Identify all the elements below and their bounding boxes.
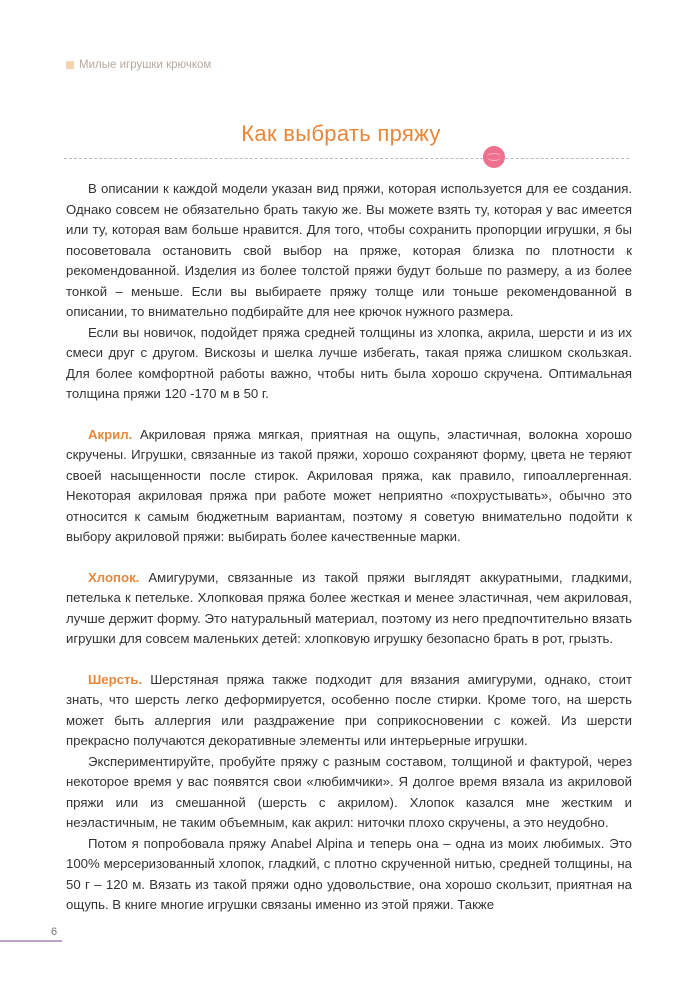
paragraph-wool <box>66 670 632 752</box>
term-acrylic: Акрил. <box>88 426 133 442</box>
paragraph-text: Акриловая пряжа мягкая, приятная на ощупь, эластичная, волокна хорошо скручены. Игрушки, связанные из такой пряжи, хорошо сохраняют форму, цвета не теряют своей насыщенности после стирок. Акриловая пряжа, как правило, гипоаллергенная. Некоторая акриловая пряжа при работе может неприятно «похрустывать», обычно это относится к самым бюджетным вариантам, поэтому я советую внимательно подойти к выбору акриловой пряжи: выбирать более качественные марки. <box>66 426 632 544</box>
yarn-ball-icon <box>483 146 505 168</box>
header-title: Милые игрушки крючком <box>79 59 212 71</box>
paragraph-experiment <box>66 752 632 834</box>
paragraph-text: В описании к каждой модели указан вид пряжи, которая используется для ее создания. Однако совсем не обязательно брать такую же. Вы можете взять ту, которая у вас имеется или ту, которая вам больше нравится. Для того, чтобы сохранить пропорции игрушки, я бы посоветовала остановить свой выбор на пряже, которая близка по плотности к рекомендованной. Изделия из более толстой пряжи будут больше по размеру, а из более тонкой – меньше. Если вы выбираете пряжу толще или тоньше рекомендованной в описании, то внимательно подбирайте для нее крючок нужного размера. <box>66 181 632 319</box>
paragraph-acrylic <box>66 425 632 548</box>
paragraph-text: Если вы новичок, подойдет пряжа средней толщины из хлопка, акрила, шерсти и из их смеси друг с другом. Вискозы и шелка лучше избегать, такая пряжа слишком скользкая. Для более комфортной работы важно, чтобы нить была хорошо скручена. Оптимальная толщина пряжи 120 -170 м в 50 г. <box>66 324 632 401</box>
paragraph-cotton <box>66 568 632 650</box>
article-body <box>66 179 632 916</box>
term-wool: Шерсть. <box>88 671 143 687</box>
paragraph-text: Потом я попробовала пряжу Anabel Alpina и теперь она – одна из моих любимых. Это 100% мерсеризованный хлопок, гладкий, с плотно скрученной нитью, средней толщины, на 50 г – 120 м. Вязать из такой пряжи одно удовольствие, она хорошо скользит, приятная на ощупь. В книге многие игрушки связаны именно из этой пряжи. Также <box>66 835 632 912</box>
paragraph-anabel <box>66 834 632 916</box>
running-header <box>66 59 211 71</box>
term-cotton: Хлопок. <box>88 569 140 585</box>
paragraph-text: Экспериментируйте, пробуйте пряжу с разным составом, толщиной и фактурой, через некоторое время у вас появятся свои «любимчики». Я долгое время вязала из акриловой пряжи или из смешанной (шерсть с акрилом). Хлопок казался мне жестким и неэластичным, не таким объемным, как акрил: ниточки плохо скручены, а это неудобно. <box>66 753 632 830</box>
header-square-icon <box>66 61 74 69</box>
page-number: 6 <box>51 926 58 938</box>
page-title: Как выбрать пряжу <box>241 121 441 146</box>
paragraph-text: Амигуруми, связанные из такой пряжи выглядят аккуратными, гладкими, петелька к петельке. Хлопковая пряжа более жесткая и менее эластичная, чем акриловая, лучше держит форму. Это натуральный материал, поэтому из него предпочтительно вязать игрушки для совсем маленьких детей: хлопковую игрушку безопасно брать в рот, грызть. <box>66 569 632 646</box>
paragraph-intro <box>66 179 632 323</box>
title-divider <box>64 158 629 159</box>
page-rule <box>0 940 62 942</box>
paragraph-text: Шерстяная пряжа также подходит для вязания амигуруми, однако, стоит знать, что шерсть легко деформируется, особенно после стирки. Кроме того, на шерсть может быть аллергия или раздражение при соприкосновении с кожей. Из шерсти прекрасно получаются декоративные элементы или интерьерные игрушки. <box>66 671 632 748</box>
paragraph-beginner <box>66 323 632 405</box>
